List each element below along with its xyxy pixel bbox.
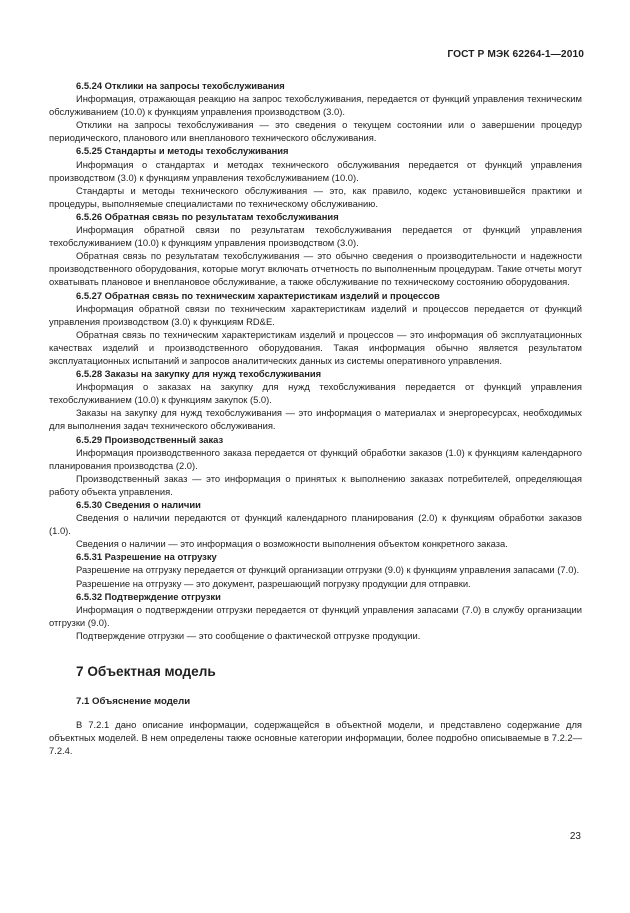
subchapter-title: 7.1 Объяснение модели	[76, 696, 191, 708]
section-paragraph: Сведения о наличии передаются от функций календарного планирования (2.0) к функциям обработки заказов (1.0).	[49, 512, 582, 537]
page-number: 23	[569, 831, 581, 842]
page-content	[49, 79, 582, 757]
section-heading: 6.5.30 Сведения о наличии	[76, 499, 201, 510]
section-paragraph: Информация производственного заказа передается от функций обработки заказов (1.0) к функциям календарного планирования производства (2.0).	[49, 446, 582, 471]
section-paragraph: Информация обратной связи по результатам техобслуживания передается от функций управления техобслуживанием (10.0) к функциям управления производством (3.0).	[49, 224, 582, 249]
section-paragraph: Разрешение на отгрузку — это документ, разрешающий погрузку продукции для отправки.	[76, 577, 471, 589]
section-heading: 6.5.31 Разрешение на отгрузку	[76, 551, 217, 563]
chapter-paragraph: В 7.2.1 дано описание информации, содержащейся в объектной модели, и представлено содержание для объектных моделей. В нем определены также основные категории информации, более подробно описываемые в 7.2.2—7.2.4.	[49, 719, 582, 757]
chapter-title: 7 Объектная модель	[76, 664, 216, 680]
section-paragraph: Разрешение на отгрузку передается от функций организации отгрузки (9.0) к функциям управления запасами (7.0).	[76, 564, 580, 576]
section-paragraph: Информация о подтверждении отгрузки передается от функций управления запасами (7.0) в службу организации отгрузки (9.0).	[49, 603, 582, 628]
section-paragraph: Сведения о наличии — это информация о возможности выполнения объектом конкретного заказа.	[76, 538, 508, 550]
section-heading: 6.5.26 Обратная связь по результатам техобслуживания	[76, 210, 339, 222]
standard-designation: ГОСТ Р МЭК 62264-1—2010	[447, 49, 584, 60]
section-paragraph: Обратная связь по техническим характеристикам изделий и процессов — это информация об эксплуатационных качествах изделий и производственного оборудования. Такая информация обычно является результатом эксплуатационных испытаний и запросов аналитических данных из системы оперативного управления.	[49, 328, 582, 366]
section-heading: 6.5.24 Отклики на запросы техобслуживания	[76, 80, 285, 91]
sections-list	[49, 79, 582, 642]
section-heading: 6.5.27 Обратная связь по техническим характеристикам изделий и процессов	[76, 289, 440, 301]
section-paragraph: Обратная связь по результатам техобслуживания — это обычно сведения о производительности и надежности производственного оборудования, которые могут включать отчетность по выполненным процедурам. Такие отчеты могут охватывать плановое и внеплановое обслуживание, а также обслуживание по техническому состоянию оборудования.	[49, 250, 582, 288]
section-paragraph: Производственный заказ — это информация о принятых к выполнению заказах потребителей, определяющая работу объекта управления.	[49, 472, 582, 497]
section-paragraph: Отклики на запросы техобслуживания — это сведения о текущем состоянии или о завершении процедур периодического, планового или внепланового технического обслуживания.	[49, 119, 582, 144]
section-paragraph: Стандарты и методы технического обслуживания — это, как правило, кодекс установившейся практики и процедуры, выполняемые специалистами по техническому обслуживанию.	[49, 184, 582, 209]
section-heading: 6.5.32 Подтверждение отгрузки	[76, 590, 221, 602]
section-paragraph: Информация о заказах на закупку для нужд техобслуживания передается от функций управления техобслуживанием (10.0) к функциям закупок (5.0).	[49, 381, 582, 406]
section-paragraph: Подтверждение отгрузки — это сообщение о фактической отгрузке продукции.	[76, 629, 421, 641]
section-heading: 6.5.28 Заказы на закупку для нужд техобслуживания	[76, 368, 322, 380]
section-heading: 6.5.29 Производственный заказ	[76, 433, 224, 445]
section-paragraph: Информация о стандартах и методах технического обслуживания передается от функций управления производством (3.0) к функциям управления техобслуживанием (10.0).	[49, 158, 582, 183]
section-heading: 6.5.25 Стандарты и методы техобслуживания	[76, 145, 289, 157]
section-paragraph: Информация, отражающая реакцию на запрос техобслуживания, передается от функций управления техническим обслуживанием (10.0) к функциям управления производством (3.0).	[49, 93, 582, 118]
section-paragraph: Заказы на закупку для нужд техобслуживания — это информация о материалах и энергоресурсах, необходимых для выполнения задач технического обслуживания.	[49, 407, 582, 432]
section-paragraph: Информация обратной связи по техническим характеристикам изделий и процессов передается от функций управления производством (3.0) к функциям RD&E.	[49, 302, 582, 327]
